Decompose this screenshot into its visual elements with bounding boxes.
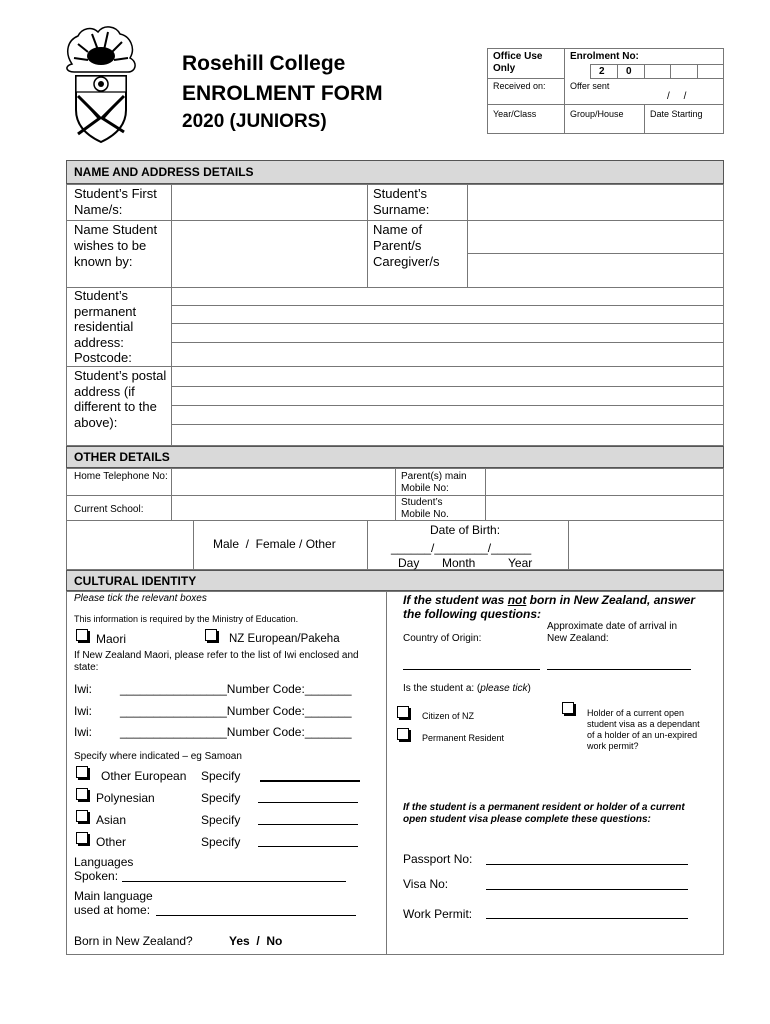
iwi-field-2[interactable]: ________________Number Code:_______ [120,704,352,718]
postal-address-label: Student’s postal address (if different to the above): [74,368,167,430]
received-on-label: Received on: [493,81,546,91]
student-mobile-field[interactable] [486,496,723,519]
student-mobile-label: Student’s Mobile No. [401,497,449,520]
specify-note: Specify where indicated – eg Samoan [74,751,242,762]
enrolment-no-label: Enrolment No: [570,51,639,62]
polynesian-label: Polynesian [96,791,155,805]
country-label: Country of Origin: [403,633,482,644]
born-nz-options[interactable]: Yes / No [229,934,283,948]
other-european-specify-field[interactable] [260,780,360,782]
specify-label-1: Specify [201,769,241,783]
visa-holder-label: Holder of a current open student visa as a dependant of a holder of an un-expired work permit? [587,708,700,751]
country-field[interactable] [403,669,540,670]
iwi-label-2: Iwi: [74,704,92,718]
group-house-label: Group/House [570,109,624,119]
current-school-field[interactable] [172,496,394,519]
languages-field[interactable] [122,881,346,882]
permanent-resident-heading: If the student is a permanent resident or holder of a current open student visa please complete these questions: [403,802,685,825]
specify-label-4: Specify [201,835,241,849]
known-by-label: Name Student wishes to be known by: [74,222,158,269]
iwi-label-3: Iwi: [74,725,92,739]
surname-label: Student’s Surname: [373,186,430,217]
school-crest-logo [58,22,144,146]
polynesian-checkbox[interactable] [76,788,88,800]
work-permit-field[interactable] [486,918,688,919]
other-specify-field[interactable] [258,846,358,847]
iwi-field-3[interactable]: ________________Number Code:_______ [120,725,352,739]
parent-mobile-label: Parent(s) main Mobile No: [401,471,467,494]
languages-label: Languages Spoken: [74,855,134,883]
postal-address-field[interactable] [172,367,723,445]
form-title: ENROLMENT FORM [182,82,383,105]
specify-label-2: Specify [201,791,241,805]
work-permit-label: Work Permit: [403,907,473,921]
enrolment-digit-1: 2 [599,66,605,77]
dob-year-label: Year [508,556,533,570]
passport-field[interactable] [486,864,688,865]
iwi-label-1: Iwi: [74,682,92,696]
current-school-label: Current School: [74,504,144,515]
polynesian-specify-field[interactable] [258,802,358,803]
arrival-field[interactable] [547,669,691,670]
asian-label: Asian [96,813,127,827]
gender-options[interactable]: Male / Female / Other [213,537,336,551]
date-starting-label: Date Starting [650,109,703,119]
born-nz-label: Born in New Zealand? [74,934,193,948]
dob-label: Date of Birth: [430,523,501,537]
surname-field[interactable] [468,185,723,219]
other-checkbox[interactable] [76,832,88,844]
section-cultural: CULTURAL IDENTITY [66,570,724,591]
section-name-address: NAME AND ADDRESS DETAILS [66,160,724,184]
offer-sent-date: / / [667,91,687,102]
not-born-heading: If the student was not born in New Zealand, answer the following questions: [403,593,696,621]
citizen-checkbox[interactable] [397,706,409,718]
nz-european-label: NZ European/Pakeha [229,633,340,645]
other-european-label: Other European [101,769,187,783]
school-name: Rosehill College [182,52,346,75]
residential-address-label: Student’s permanent residential address: Postcode: [74,288,137,365]
main-language-field[interactable] [156,915,356,916]
parent-name-field-2[interactable] [468,254,723,286]
section-other: OTHER DETAILS [66,446,724,468]
main-language-label: Main language used at home: [74,889,153,917]
dob-month-label: Month [442,556,476,570]
tick-instruction: Please tick the relevant boxes [74,593,207,604]
arrival-label: Approximate date of arrival in New Zealand: [547,621,678,644]
first-name-field[interactable] [172,185,366,219]
residential-address-field[interactable] [172,288,723,365]
visa-field[interactable] [486,889,688,890]
parent-mobile-field[interactable] [486,469,723,494]
passport-label: Passport No: [403,852,473,866]
dob-day-label: Day [398,556,420,570]
parent-name-field-1[interactable] [468,221,723,252]
office-use-label: Office Use Only [493,51,543,74]
iwi-note: If New Zealand Maori, please refer to the list of Iwi enclosed and state: [74,650,359,673]
other-label: Other [96,835,127,849]
offer-sent-label: Offer sent [570,81,610,91]
specify-label-3: Specify [201,813,241,827]
moe-note: This information is required by the Ministry of Education. [74,614,299,624]
other-european-checkbox[interactable] [76,766,88,778]
nz-european-checkbox[interactable] [205,629,217,641]
home-phone-field[interactable] [172,469,394,494]
asian-specify-field[interactable] [258,824,358,825]
first-name-label: Student’s First Name/s: [74,186,157,217]
asian-checkbox[interactable] [76,810,88,822]
home-phone-label: Home Telephone No: [74,471,168,482]
citizen-label: Citizen of NZ [422,711,475,721]
maori-checkbox[interactable] [76,629,88,641]
parent-name-label: Name of Parent/s Caregiver/s [373,222,440,269]
maori-label: Maori [96,632,127,646]
enrolment-digit-2: 0 [626,66,632,77]
resident-label: Permanent Resident [422,733,505,743]
visa-label: Visa No: [403,877,449,891]
iwi-field-1[interactable]: ________________Number Code:_______ [120,682,352,696]
form-year: 2020 (JUNIORS) [182,111,327,132]
dob-field[interactable]: ______/________/______ [391,541,532,555]
is-student-label: Is the student a: (please tick) [403,683,531,694]
known-by-field[interactable] [172,221,366,286]
year-class-label: Year/Class [493,109,537,119]
visa-holder-checkbox[interactable] [562,702,574,714]
resident-checkbox[interactable] [397,728,409,740]
